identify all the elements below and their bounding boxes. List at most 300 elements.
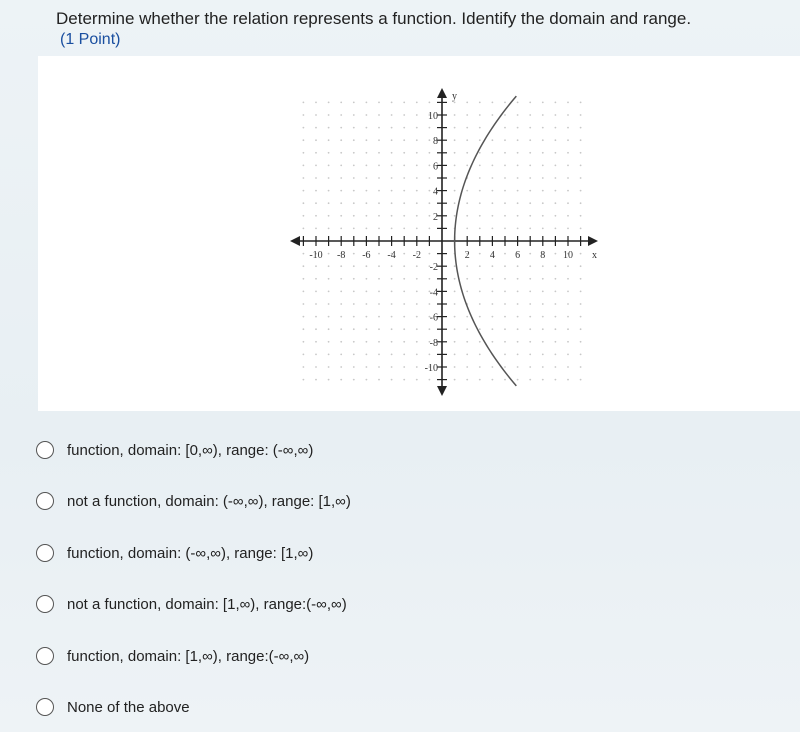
- grid-dot: [504, 152, 506, 154]
- grid-dot: [479, 278, 481, 280]
- grid-dot: [517, 341, 519, 343]
- grid-dot: [529, 316, 531, 318]
- grid-dot: [454, 114, 456, 116]
- grid-dot: [378, 190, 380, 192]
- radio-button[interactable]: [36, 492, 54, 510]
- option-6[interactable]: [36, 689, 190, 725]
- grid-dot: [391, 165, 393, 167]
- grid-dot: [466, 202, 468, 204]
- grid-dot: [315, 114, 317, 116]
- grid-dot: [542, 165, 544, 167]
- grid-dot: [378, 278, 380, 280]
- grid-dot: [303, 354, 305, 356]
- grid-dot: [378, 139, 380, 141]
- grid-dot: [340, 139, 342, 141]
- grid-dot: [353, 102, 355, 104]
- grid-dot: [492, 177, 494, 179]
- y-tick-label: -2: [429, 262, 438, 274]
- grid-dot: [416, 114, 418, 116]
- grid-dot: [391, 102, 393, 104]
- grid-dot: [353, 152, 355, 154]
- grid-dot: [542, 379, 544, 381]
- grid-dot: [555, 303, 557, 305]
- grid-dot: [328, 228, 330, 230]
- grid-dot: [542, 215, 544, 217]
- grid-dot: [555, 253, 557, 255]
- grid-dot: [504, 354, 506, 356]
- grid-dot: [517, 265, 519, 267]
- grid-dot: [391, 366, 393, 368]
- grid-dot: [340, 278, 342, 280]
- grid-dot: [366, 278, 368, 280]
- grid-dot: [580, 127, 582, 129]
- y-tick-label: -10: [424, 363, 438, 374]
- grid-dot: [542, 278, 544, 280]
- grid-dot: [542, 328, 544, 330]
- grid-dot: [580, 265, 582, 267]
- radio-button[interactable]: [36, 647, 54, 665]
- grid-dot: [517, 278, 519, 280]
- x-axis-label: x: [592, 250, 597, 261]
- grid-dot: [378, 328, 380, 330]
- grid-dot: [580, 114, 582, 116]
- grid-dot: [555, 228, 557, 230]
- grid-dot: [466, 379, 468, 381]
- grid-dot: [328, 303, 330, 305]
- grid-dot: [479, 341, 481, 343]
- grid-dot: [366, 328, 368, 330]
- grid-dot: [340, 379, 342, 381]
- grid-dot: [466, 316, 468, 318]
- grid-dot: [328, 291, 330, 293]
- y-tick-label: 6: [433, 161, 438, 173]
- grid-dot: [353, 354, 355, 356]
- grid-dot: [466, 228, 468, 230]
- grid-dot: [429, 303, 431, 305]
- grid-dot: [479, 328, 481, 330]
- grid-dot: [416, 341, 418, 343]
- y-tick-label: 4: [433, 186, 438, 198]
- grid-dot: [542, 202, 544, 204]
- grid-dot: [315, 354, 317, 356]
- grid-dot: [454, 278, 456, 280]
- radio-button[interactable]: [36, 544, 54, 562]
- grid-dot: [466, 328, 468, 330]
- grid-dot: [466, 114, 468, 116]
- grid-dot: [366, 228, 368, 230]
- y-tick-label: -4: [429, 287, 438, 299]
- grid-dot: [567, 291, 569, 293]
- grid-dot: [517, 102, 519, 104]
- grid-dot: [454, 328, 456, 330]
- grid-dot: [366, 354, 368, 356]
- grid-dot: [479, 354, 481, 356]
- grid-dot: [517, 152, 519, 154]
- option-label: None of the above: [67, 698, 190, 716]
- grid-dot: [492, 152, 494, 154]
- grid-dot: [517, 215, 519, 217]
- grid-dot: [580, 228, 582, 230]
- question-points: (1 Point): [60, 31, 121, 48]
- grid-dot: [315, 328, 317, 330]
- grid-dot: [391, 379, 393, 381]
- grid-dot: [315, 265, 317, 267]
- grid-dot: [403, 228, 405, 230]
- grid-dot: [580, 379, 582, 381]
- grid-dot: [403, 278, 405, 280]
- y-tick-label: -8: [429, 337, 438, 349]
- grid-dot: [517, 328, 519, 330]
- grid-dot: [315, 291, 317, 293]
- grid-dot: [454, 165, 456, 167]
- grid-dot: [403, 190, 405, 192]
- grid-dot: [391, 303, 393, 305]
- grid-dot: [353, 127, 355, 129]
- grid-dot: [353, 328, 355, 330]
- grid-dot: [504, 366, 506, 368]
- grid-dot: [492, 190, 494, 192]
- grid-dot: [403, 127, 405, 129]
- grid-dot: [366, 366, 368, 368]
- grid-dot: [391, 190, 393, 192]
- grid-dot: [466, 152, 468, 154]
- grid-dot: [542, 190, 544, 192]
- x-tick-label: 8: [540, 250, 546, 261]
- grid-dot: [303, 328, 305, 330]
- grid-dot: [504, 139, 506, 141]
- grid-dot: [542, 114, 544, 116]
- grid-dot: [328, 215, 330, 217]
- grid-dot: [391, 202, 393, 204]
- grid-dot: [479, 265, 481, 267]
- grid-dot: [542, 127, 544, 129]
- grid-dot: [353, 215, 355, 217]
- grid-dot: [328, 177, 330, 179]
- grid-dot: [479, 102, 481, 104]
- grid-dot: [378, 177, 380, 179]
- grid-dot: [340, 291, 342, 293]
- option-label: not a function, domain: [1,∞), range:(-∞,∞): [67, 595, 347, 613]
- grid-dot: [466, 291, 468, 293]
- grid-dot: [366, 102, 368, 104]
- grid-dot: [416, 379, 418, 381]
- grid-dot: [353, 190, 355, 192]
- grid-dot: [416, 278, 418, 280]
- grid-dot: [366, 165, 368, 167]
- grid-dot: [479, 253, 481, 255]
- grid-dot: [403, 291, 405, 293]
- grid-dot: [454, 291, 456, 293]
- grid-dot: [517, 354, 519, 356]
- grid-dot: [479, 152, 481, 154]
- grid-dot: [340, 228, 342, 230]
- option-4[interactable]: [36, 586, 347, 622]
- grid-dot: [340, 152, 342, 154]
- grid-dot: [580, 202, 582, 204]
- grid-dot: [542, 303, 544, 305]
- grid-dot: [529, 202, 531, 204]
- grid-dot: [529, 253, 531, 255]
- grid-dot: [328, 127, 330, 129]
- grid-dot: [555, 202, 557, 204]
- grid-dot: [340, 177, 342, 179]
- grid-dot: [378, 316, 380, 318]
- grid-dot: [555, 379, 557, 381]
- grid-dot: [353, 228, 355, 230]
- grid-dot: [479, 190, 481, 192]
- grid-dot: [378, 253, 380, 255]
- grid-dot: [492, 303, 494, 305]
- grid-dot: [303, 152, 305, 154]
- grid-dot: [429, 127, 431, 129]
- grid-dot: [303, 165, 305, 167]
- grid-dot: [403, 354, 405, 356]
- grid-dot: [353, 202, 355, 204]
- x-axis-left-arrow: [290, 236, 300, 246]
- grid-dot: [353, 139, 355, 141]
- grid-dot: [517, 379, 519, 381]
- grid-dot: [454, 354, 456, 356]
- grid-dot: [479, 215, 481, 217]
- grid-dot: [403, 102, 405, 104]
- grid-dot: [517, 190, 519, 192]
- grid-dot: [353, 379, 355, 381]
- grid-dot: [378, 215, 380, 217]
- grid-dot: [542, 291, 544, 293]
- grid-dot: [567, 215, 569, 217]
- grid-dot: [391, 316, 393, 318]
- grid-dot: [378, 165, 380, 167]
- grid-dot: [567, 354, 569, 356]
- grid-dot: [454, 127, 456, 129]
- grid-dot: [555, 341, 557, 343]
- grid-dot: [504, 379, 506, 381]
- grid-dot: [303, 303, 305, 305]
- grid-dot: [403, 341, 405, 343]
- grid-dot: [315, 127, 317, 129]
- grid-dot: [542, 341, 544, 343]
- grid-dot: [529, 228, 531, 230]
- y-tick-label: -6: [429, 312, 438, 324]
- grid-dot: [580, 215, 582, 217]
- grid-dot: [303, 114, 305, 116]
- grid-dot: [567, 303, 569, 305]
- grid-dot: [567, 202, 569, 204]
- grid-dot: [315, 341, 317, 343]
- grid-dot: [504, 328, 506, 330]
- coordinate-graph: [288, 86, 608, 406]
- grid-dot: [429, 215, 431, 217]
- y-tick-label: 8: [433, 136, 438, 148]
- grid-dot: [303, 316, 305, 318]
- grid-dot: [454, 139, 456, 141]
- grid-dot: [378, 202, 380, 204]
- grid-dot: [555, 366, 557, 368]
- grid-dot: [529, 190, 531, 192]
- grid-dot: [517, 177, 519, 179]
- grid-dot: [366, 202, 368, 204]
- option-label: not a function, domain: (-∞,∞), range: [1,∞): [67, 492, 351, 510]
- grid-dot: [315, 278, 317, 280]
- grid-dot: [303, 278, 305, 280]
- grid-dot: [328, 190, 330, 192]
- grid-dot: [328, 152, 330, 154]
- grid-dot: [504, 278, 506, 280]
- grid-dot: [429, 202, 431, 204]
- grid-dot: [529, 291, 531, 293]
- grid-dot: [353, 291, 355, 293]
- grid-dot: [328, 379, 330, 381]
- grid-dot: [555, 215, 557, 217]
- grid-dot: [315, 139, 317, 141]
- grid-dot: [416, 127, 418, 129]
- grid-dot: [529, 278, 531, 280]
- grid-dot: [567, 228, 569, 230]
- grid-dot: [378, 291, 380, 293]
- grid-dot: [542, 152, 544, 154]
- grid-dot: [492, 366, 494, 368]
- grid-dot: [391, 328, 393, 330]
- grid-dot: [479, 202, 481, 204]
- grid-dot: [479, 291, 481, 293]
- grid-dot: [529, 177, 531, 179]
- grid-dot: [366, 265, 368, 267]
- grid-dot: [466, 127, 468, 129]
- grid-dot: [340, 354, 342, 356]
- grid-dot: [429, 354, 431, 356]
- grid-dot: [403, 114, 405, 116]
- grid-dot: [416, 366, 418, 368]
- grid-dot: [479, 165, 481, 167]
- grid-dot: [567, 127, 569, 129]
- grid-dot: [366, 291, 368, 293]
- radio-button[interactable]: [36, 441, 54, 459]
- grid-dot: [555, 291, 557, 293]
- grid-dot: [517, 165, 519, 167]
- radio-button[interactable]: [36, 595, 54, 613]
- grid-dot: [328, 366, 330, 368]
- grid-dot: [429, 177, 431, 179]
- grid-dot: [328, 253, 330, 255]
- grid-dot: [416, 139, 418, 141]
- grid-dot: [315, 316, 317, 318]
- grid-dot: [454, 265, 456, 267]
- grid-dot: [517, 228, 519, 230]
- y-axis-label: y: [452, 91, 457, 102]
- grid-dot: [542, 228, 544, 230]
- grid-dot: [567, 328, 569, 330]
- grid-dot: [378, 114, 380, 116]
- grid-dot: [492, 341, 494, 343]
- grid-dot: [542, 366, 544, 368]
- x-tick-label: 2: [464, 250, 470, 261]
- grid-dot: [555, 278, 557, 280]
- grid-dot: [517, 316, 519, 318]
- grid-dot: [580, 102, 582, 104]
- grid-dot: [353, 114, 355, 116]
- grid-dot: [580, 253, 582, 255]
- grid-dot: [315, 215, 317, 217]
- grid-dot: [340, 328, 342, 330]
- x-tick-label: 6: [515, 250, 521, 261]
- grid-dot: [416, 228, 418, 230]
- grid-dot: [315, 228, 317, 230]
- grid-dot: [378, 228, 380, 230]
- grid-dot: [416, 102, 418, 104]
- grid-dot: [378, 265, 380, 267]
- grid-dot: [391, 341, 393, 343]
- grid-dot: [454, 379, 456, 381]
- grid-dot: [328, 328, 330, 330]
- grid-dot: [492, 291, 494, 293]
- grid-dot: [391, 354, 393, 356]
- grid-dot: [303, 139, 305, 141]
- grid-dot: [555, 265, 557, 267]
- grid-dot: [340, 265, 342, 267]
- grid-dot: [542, 177, 544, 179]
- grid-dot: [416, 215, 418, 217]
- grid-dot: [416, 152, 418, 154]
- question-text: Determine whether the relation represents a function. Identify the domain and range.: [56, 9, 692, 28]
- x-tick-label: -6: [362, 250, 371, 261]
- grid-dot: [580, 165, 582, 167]
- grid-dot: [466, 265, 468, 267]
- grid-dot: [580, 303, 582, 305]
- grid-dot: [454, 303, 456, 305]
- grid-dot: [391, 215, 393, 217]
- grid-dot: [340, 366, 342, 368]
- grid-dot: [555, 177, 557, 179]
- grid-dot: [403, 202, 405, 204]
- grid-dot: [517, 303, 519, 305]
- option-2[interactable]: [36, 483, 351, 519]
- grid-dot: [529, 303, 531, 305]
- grid-dot: [366, 114, 368, 116]
- grid-dot: [391, 127, 393, 129]
- grid-dot: [529, 354, 531, 356]
- grid-dot: [466, 215, 468, 217]
- grid-dot: [567, 190, 569, 192]
- grid-dot: [555, 102, 557, 104]
- x-tick-label: -4: [387, 250, 396, 261]
- grid-dot: [504, 253, 506, 255]
- grid-dot: [378, 303, 380, 305]
- grid-dot: [403, 379, 405, 381]
- grid-dot: [492, 102, 494, 104]
- grid-dot: [454, 215, 456, 217]
- grid-dot: [403, 165, 405, 167]
- option-3[interactable]: [36, 535, 313, 571]
- grid-dot: [416, 265, 418, 267]
- grid-dot: [529, 215, 531, 217]
- option-5[interactable]: [36, 638, 309, 674]
- grid-dot: [391, 278, 393, 280]
- grid-dot: [403, 366, 405, 368]
- grid-dot: [353, 265, 355, 267]
- radio-button[interactable]: [36, 698, 54, 716]
- grid-dot: [466, 366, 468, 368]
- grid-dot: [567, 265, 569, 267]
- grid-dot: [303, 379, 305, 381]
- grid-dot: [580, 354, 582, 356]
- grid-dot: [567, 152, 569, 154]
- grid-dot: [403, 215, 405, 217]
- grid-dot: [378, 152, 380, 154]
- y-axis-top-arrow: [437, 88, 447, 98]
- option-label: function, domain: [0,∞), range: (-∞,∞): [67, 441, 314, 459]
- option-1[interactable]: [36, 432, 313, 468]
- grid-dot: [315, 303, 317, 305]
